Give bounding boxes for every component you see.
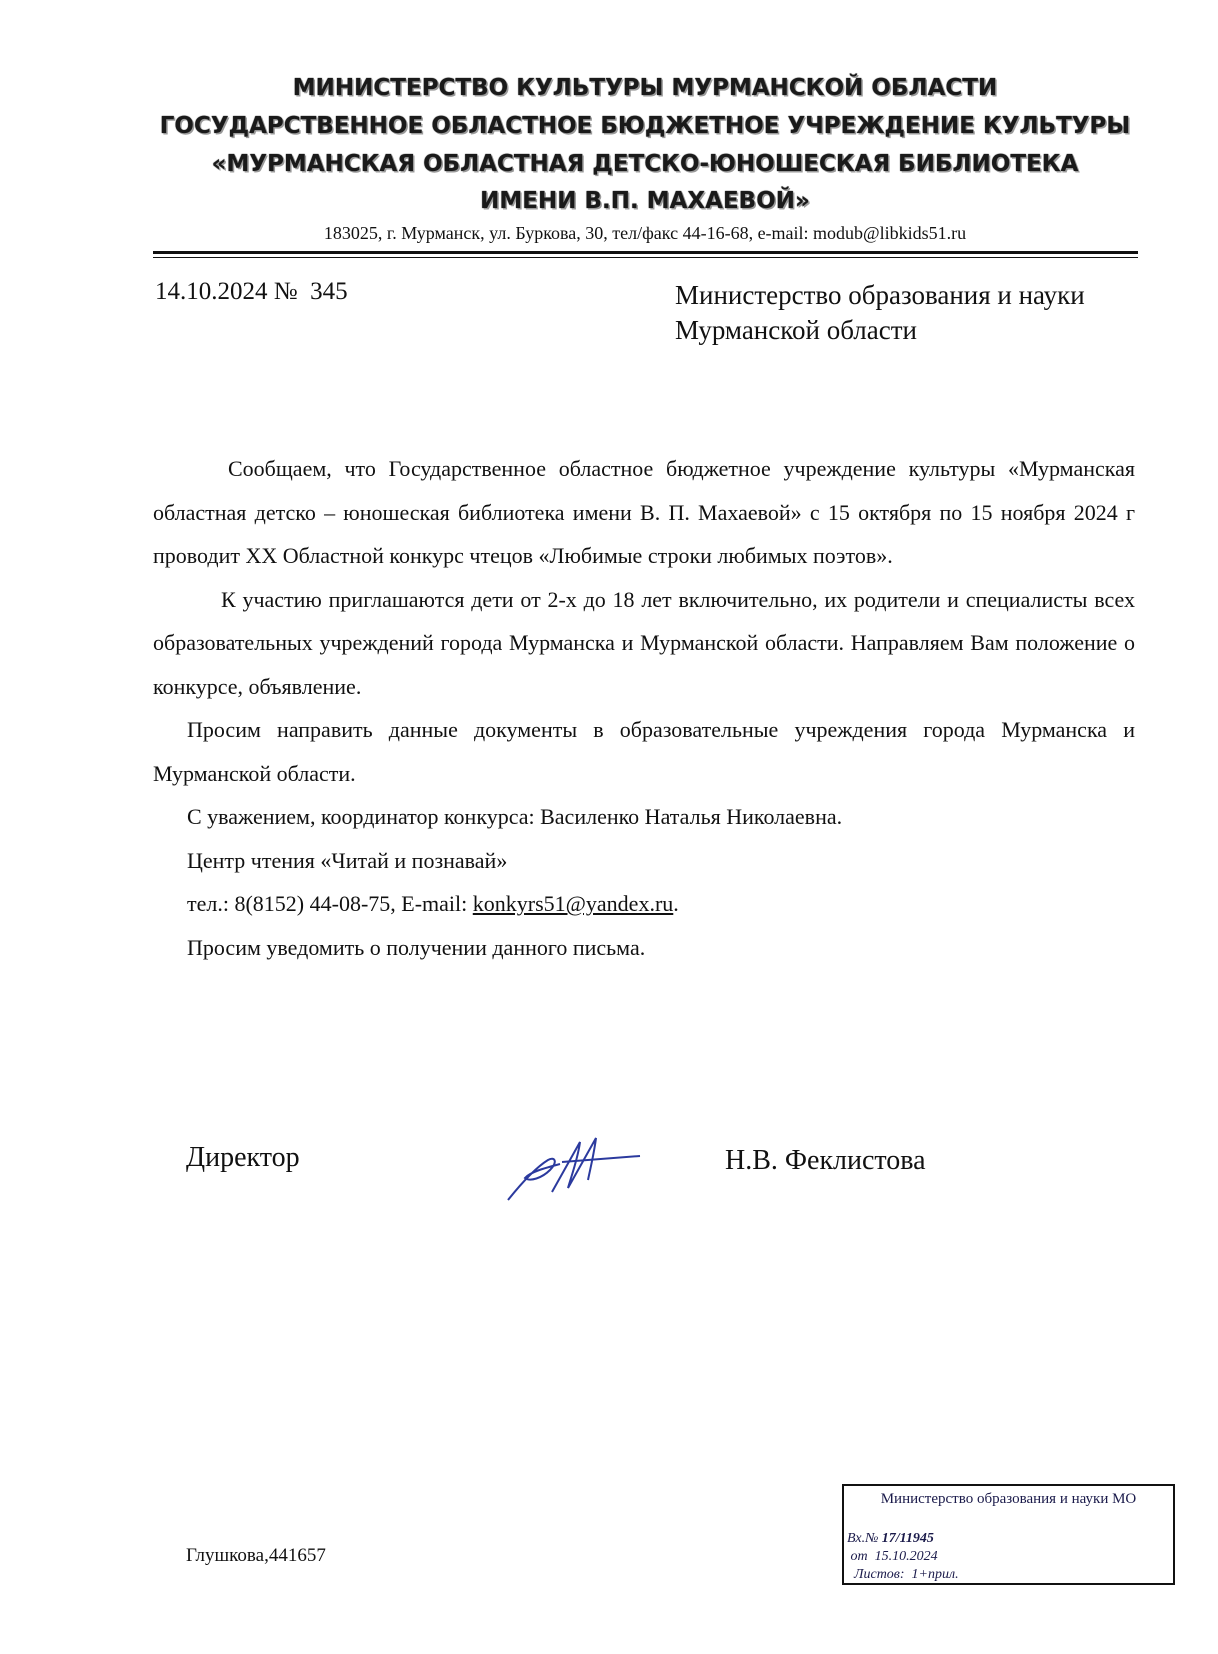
outgoing-date-number: 14.10.2024 № 345 [155,278,348,305]
letterhead-institution-type: ГОСУДАРСТВЕННОЕ ОБЛАСТНОЕ БЮДЖЕТНОЕ УЧРЕЖДЕНИЕ КУЛЬТУРЫ [159,113,1131,139]
signatory-title: Директор [186,1142,300,1173]
handwritten-signature [500,1130,660,1210]
header-rule-thin [153,257,1138,258]
phone-text: тел.: 8(8152) 44-08-75, E-mail: [187,891,473,916]
contact-end: . [673,891,679,916]
letter-body [153,447,1135,969]
paragraph-announcement: Сообщаем, что Государственное областное бюджетное учреждение культуры «Мурманская областная детско – юношеская библиотека имени В. П. Махаевой» с 15 октября по 15 ноября 2024 г проводит XX Областной конкурс чтецов «Любимые строки любимых поэтов». [153,456,1135,568]
executor-contact: Глушкова,441657 [186,1545,326,1566]
signatory-name: Н.В. Феклистова [725,1145,926,1176]
letterhead-library-name: «МУРМАНСКАЯ ОБЛАСТНАЯ ДЕТСКО-ЮНОШЕСКАЯ БИБЛИОТЕКА [211,151,1079,177]
reading-center-line: Центр чтения «Читай и познавай» [187,847,508,873]
stamp-reg-number: 17/11945 [881,1531,934,1546]
stamp-sheets-label: Листов: [847,1567,905,1582]
coordinator-line: С уважением, координатор конкурса: Василенко Наталья Николаевна. [187,804,843,829]
recipient-block [675,278,1085,348]
letterhead-address: 183025, г. Мурманск, ул. Буркова, 30, тел/факс 44-16-68, e-mail: modub@libkids51.ru [323,223,967,243]
stamp-date-label: от [847,1549,868,1564]
paragraph-participants: К участию приглашаются дети от 2-х до 18 лет включительно, их родители и специалисты всех образовательных учреждений города Мурманска и Мурманской области. Направляем Вам положение о конкурсе, объявление. [153,586,1135,699]
email-link[interactable]: konkyrs51@yandex.ru [472,891,674,916]
stamp-reg-label: Вх.№ [847,1531,879,1546]
stamp-date: 15.10.2024 [874,1549,938,1564]
paragraph-request: Просим направить данные документы в образовательные учреждения города Мурманска и Мурманской области. [153,717,1135,786]
recipient-line-1: Министерство образования и науки [675,280,1085,310]
contact-line [153,882,1135,926]
receipt-request-line: Просим уведомить о получении данного письма. [187,934,646,960]
letterhead-ministry: МИНИСТЕРСТВО КУЛЬТУРЫ МУРМАНСКОЙ ОБЛАСТИ [292,75,998,101]
stamp-organization: Министерство образования и науки МО [880,1491,1137,1507]
header-rule-thick [153,251,1138,254]
stamp-sheets: 1+прил. [911,1567,959,1582]
stamp-registration-details [847,1530,959,1584]
letterhead-library-name-end: ИМЕНИ В.П. МАХАЕВОЙ» [480,188,810,214]
recipient-line-2: Мурманской области [675,315,917,345]
registration-stamp [842,1484,1175,1585]
